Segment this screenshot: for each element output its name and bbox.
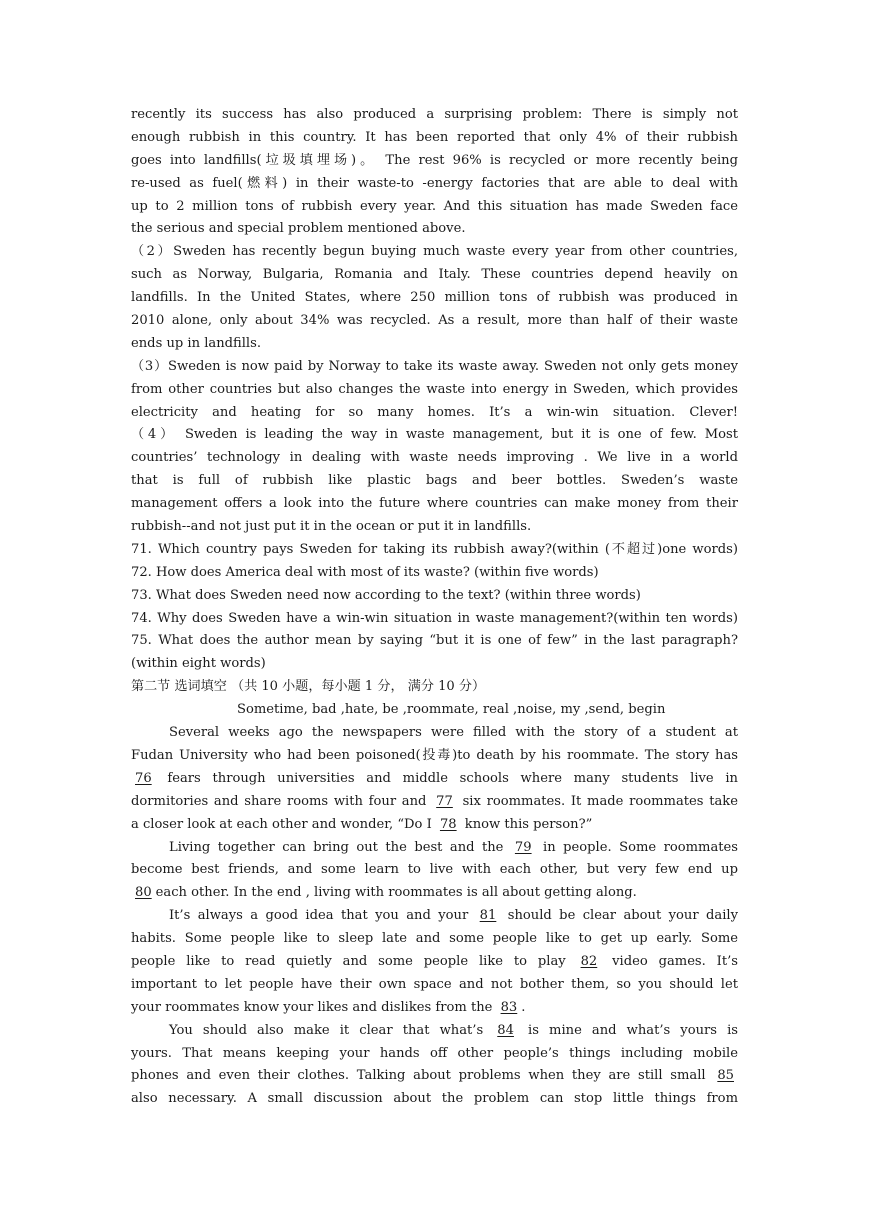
passage-line: rubbish--and not just put it in the ocean or put it in landfills.	[131, 519, 532, 535]
blank-76: 76	[135, 770, 152, 786]
question-72: 72. How does America deal with most of its waste? (within five words)	[131, 564, 599, 580]
cloze-text: people like to read quietly and some people like to play	[131, 953, 577, 969]
passage-line: goes into landfills(垃圾填埋场)。 The rest 96% is recycled or more recently being	[131, 152, 738, 168]
blank-79: 79	[514, 839, 532, 855]
cloze-line	[131, 997, 738, 1020]
blank-85: 85	[717, 1068, 734, 1084]
passage-line: electricity and heating for so many homes. It’s a win-win situation. Clever!	[131, 404, 738, 420]
blank-81: 81	[479, 908, 497, 924]
cloze-line	[131, 1020, 738, 1043]
question-75: 75. What does the author mean by saying “but it is one of few” in the last paragraph?	[131, 633, 738, 649]
blank-82: 82	[580, 953, 598, 969]
passage-line: that is full of rubbish like plastic bags and beer bottles. Sweden’s waste	[131, 473, 738, 489]
cloze-text: a closer look at each other and wonder, “Do I	[131, 816, 436, 832]
cloze-line	[131, 951, 738, 974]
cloze-text: fears through universities and middle schools where many students live in	[155, 770, 738, 786]
cloze-line	[131, 837, 738, 860]
passage-line: from other countries but also changes the waste into energy in Sweden, which provides	[131, 381, 738, 397]
passage-line: 2010 alone, only about 34% was recycled. As a result, more than half of their waste	[131, 313, 738, 329]
cloze-line	[131, 905, 738, 928]
cloze-text: your roommates know your likes and dislikes from the	[131, 999, 497, 1015]
cloze-text: is mine and what’s yours is	[517, 1022, 739, 1038]
blank-80: 80	[135, 885, 152, 901]
passage-line: （3）Sweden is now paid by Norway to take its waste away. Sweden not only gets money	[131, 358, 738, 374]
passage-line: management offers a look into the future where countries can make money from their	[131, 496, 738, 512]
cloze-line	[131, 1065, 738, 1088]
passage-line: the serious and special problem mentioned above.	[131, 221, 466, 237]
passage-line: （2）Sweden has recently begun buying much waste every year from other countries,	[131, 244, 738, 260]
question-71: 71. Which country pays Sweden for taking its rubbish away?(within (不超过)one words)	[131, 541, 738, 557]
blank-83: 83	[500, 999, 518, 1015]
cloze-line: habits. Some people like to sleep late and some people like to get up early. Some	[131, 931, 738, 947]
cloze-text: know this person?”	[460, 816, 593, 832]
cloze-line	[131, 768, 738, 791]
passage-line: （4） Sweden is leading the way in waste management, but it is one of few. Most	[131, 427, 738, 443]
cloze-text: should be clear about your daily	[500, 908, 738, 924]
cloze-line: also necessary. A small discussion about the problem can stop little things from	[131, 1091, 738, 1107]
passage-line: landfills. In the United States, where 250 million tons of rubbish was produced in	[131, 290, 738, 306]
passage-line: countries’ technology in dealing with waste needs improving . We live in a world	[131, 450, 738, 466]
section-heading: 第二节 选词填空 （共 10 小题，每小题 1 分， 满分 10 分）	[131, 679, 486, 695]
blank-78: 78	[439, 816, 457, 832]
word-bank: Sometime, bad ,hate, be ,roommate, real ,noise, my ,send, begin	[237, 702, 666, 718]
cloze-text: dormitories and share rooms with four and	[131, 793, 433, 809]
cloze-line	[131, 791, 738, 814]
passage-line: such as Norway, Bulgaria, Romania and Italy. These countries depend heavily on	[131, 267, 738, 283]
question-75-continued: (within eight words)	[131, 656, 266, 672]
cloze-text: .	[521, 999, 526, 1015]
cloze-line: become best friends, and some learn to live with each other, but very few end up	[131, 862, 738, 878]
cloze-line: Several weeks ago the newspapers were filled with the story of a student at	[169, 725, 738, 741]
cloze-text: It’s always a good idea that you and your	[169, 908, 476, 924]
question-74: 74. Why does Sweden have a win-win situation in waste management?(within ten words)	[131, 610, 738, 626]
cloze-text: six roommates. It made roommates take	[456, 793, 738, 809]
blank-84: 84	[497, 1022, 514, 1038]
question-73: 73. What does Sweden need now according to the text? (within three words)	[131, 587, 641, 603]
cloze-line	[131, 882, 738, 905]
passage-line: re-used as fuel(燃料) in their waste-to -energy factories that are able to deal with	[131, 175, 738, 191]
cloze-line	[131, 814, 738, 837]
blank-77: 77	[436, 793, 453, 809]
cloze-text: phones and even their clothes. Talking about problems when they are still small	[131, 1068, 714, 1084]
passage-line: enough rubbish in this country. It has been reported that only 4% of their rubbish	[131, 129, 738, 145]
cloze-text: each other. In the end , living with roommates is all about getting along.	[155, 885, 637, 901]
cloze-line: Fudan University who had been poisoned(投毒)to death by his roommate. The story has	[131, 747, 738, 763]
cloze-text: video games. It’s	[601, 953, 739, 969]
cloze-text: You should also make it clear that what’s	[169, 1022, 494, 1038]
cloze-text: in people. Some roommates	[535, 839, 738, 855]
passage-line: ends up in landfills.	[131, 335, 262, 351]
cloze-line: important to let people have their own space and not bother them, so you should let	[131, 976, 738, 992]
passage-line: recently its success has also produced a surprising problem: There is simply not	[131, 107, 738, 122]
cloze-line: yours. That means keeping your hands off other people’s things including mobile	[131, 1045, 738, 1061]
document-page	[131, 104, 738, 1111]
cloze-text: Living together can bring out the best and the	[169, 839, 511, 855]
passage-line: up to 2 million tons of rubbish every year. And this situation has made Sweden face	[131, 198, 738, 214]
